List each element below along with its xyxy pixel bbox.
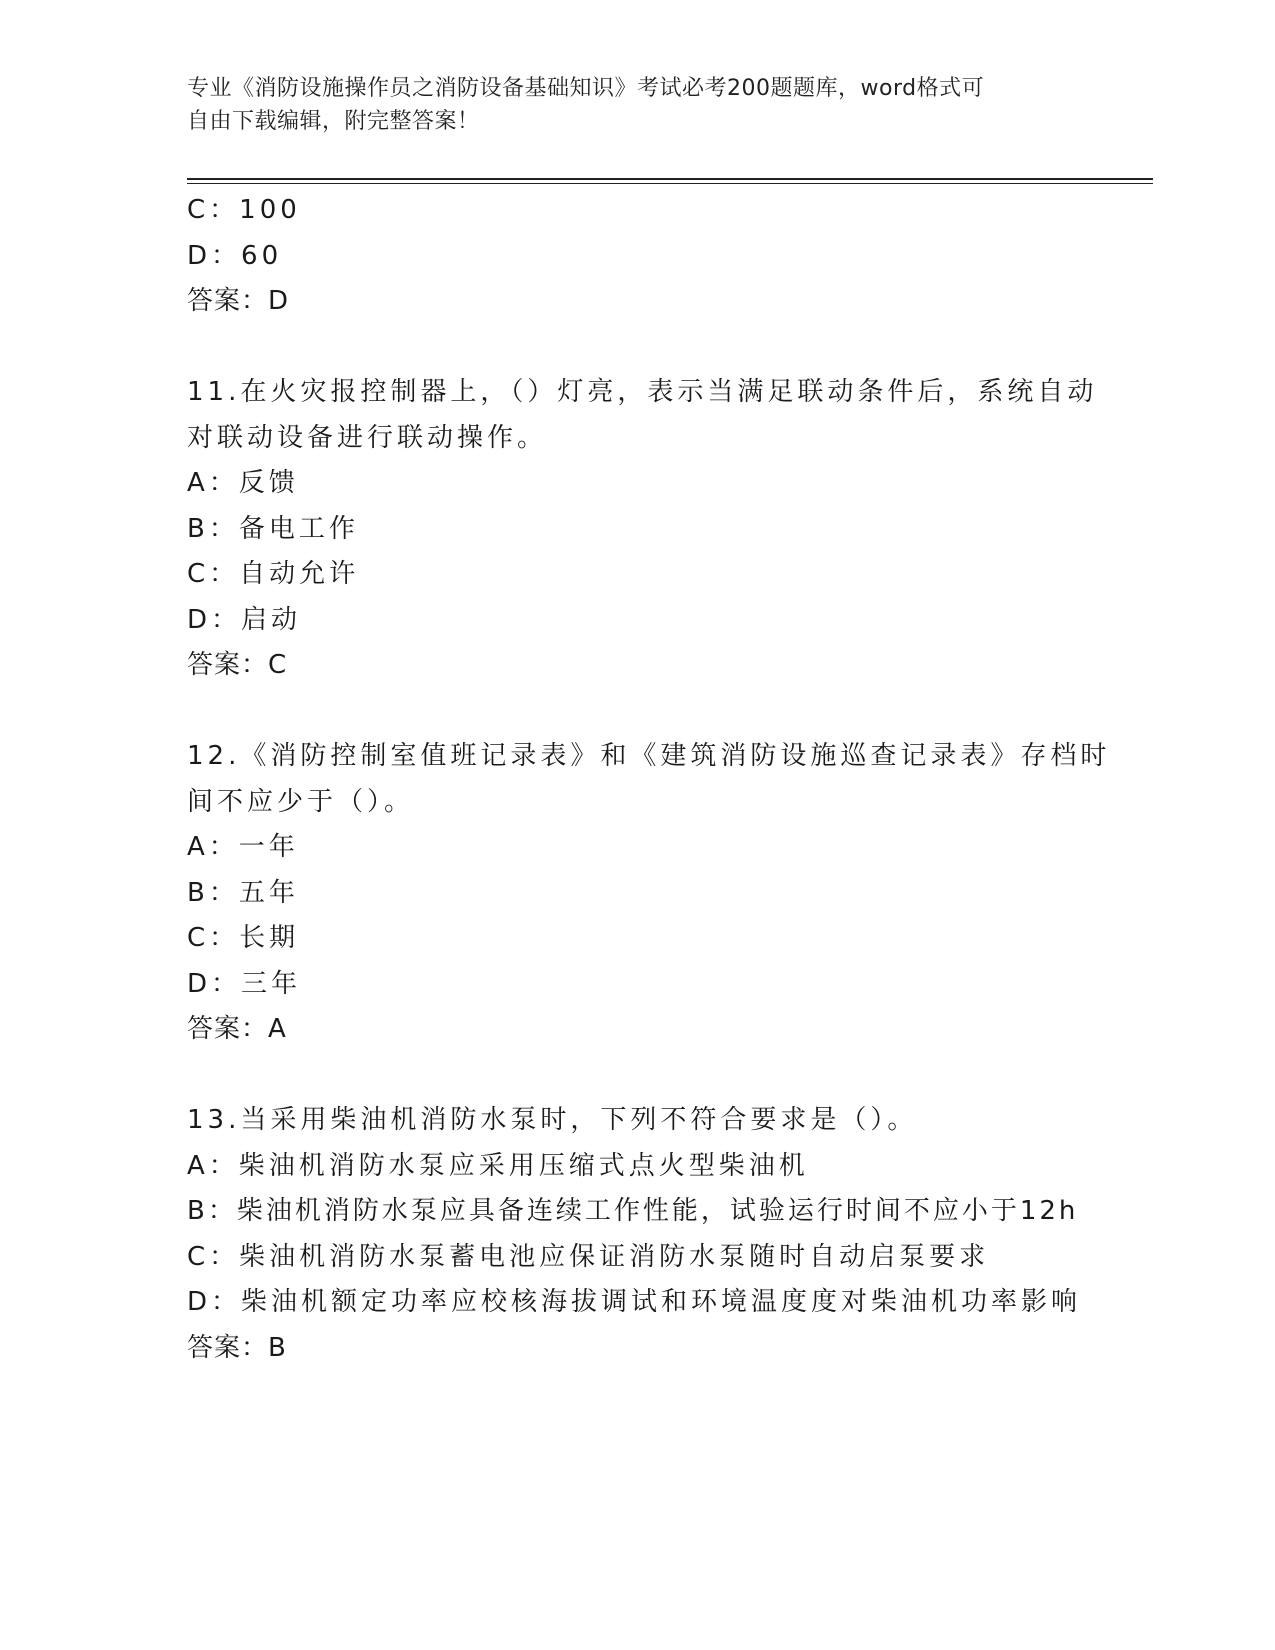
question-13	[187, 1098, 1087, 1371]
option-line: B：备电工作	[187, 513, 359, 544]
question-stem-line: 11.在火灾报控制器上，（）灯亮，表示当满足联动条件后，系统自动	[187, 377, 1098, 407]
answer-line: 答案：D	[187, 286, 290, 316]
question-stem-line: 间不应少于（）。	[187, 786, 415, 817]
option-line: D：三年	[187, 968, 302, 999]
header-divider-thick	[187, 178, 1153, 180]
question-stem-line: 13.当采用柴油机消防水泵时，下列不符合要求是（）。	[187, 1105, 918, 1135]
spacer	[187, 325, 1087, 371]
option-line: C：柴油机消防水泵蓄电池应保证消防水泵随时自动启泵要求	[187, 1241, 990, 1272]
option-line: D：启动	[187, 604, 302, 635]
option-line: C：100	[187, 195, 301, 225]
question-content	[187, 188, 1111, 1371]
question-stem-line: 12.《消防控制室值班记录表》和《建筑消防设施巡查记录表》存档时	[187, 741, 1111, 771]
option-line: B：五年	[187, 877, 299, 908]
option-line: D：柴油机额定功率应校核海拔调试和环境温度度对柴油机功率影响	[187, 1287, 1082, 1317]
option-line: A：反馈	[187, 468, 299, 498]
question-11	[187, 370, 1098, 689]
question-12	[187, 734, 1111, 1053]
spacer	[187, 1053, 1087, 1099]
spacer	[187, 689, 1087, 735]
option-line: C：自动允许	[187, 559, 360, 589]
header-title-line-2: 自由下载编辑，附完整答案！	[187, 109, 480, 134]
answer-line: 答案：A	[187, 1014, 287, 1044]
header-title-line-1: 专业《消防设施操作员之消防设备基础知识》考试必考200题题库，word格式可	[187, 76, 985, 101]
option-line: B：柴油机消防水泵应具备连续工作性能，试验运行时间不应小于12h	[187, 1196, 1079, 1226]
header-divider-thin	[187, 183, 1153, 184]
question-stem-line: 对联动设备进行联动操作。	[187, 422, 548, 453]
question-carryover	[187, 188, 1087, 325]
answer-line: 答案：C	[187, 650, 288, 680]
page-header	[187, 72, 1067, 138]
answer-line: 答案：B	[187, 1332, 287, 1363]
option-line: A：柴油机消防水泵应采用压缩式点火型柴油机	[187, 1150, 809, 1181]
option-line: A：一年	[187, 832, 299, 862]
option-line: D：60	[187, 240, 283, 271]
option-line: C：长期	[187, 923, 300, 953]
